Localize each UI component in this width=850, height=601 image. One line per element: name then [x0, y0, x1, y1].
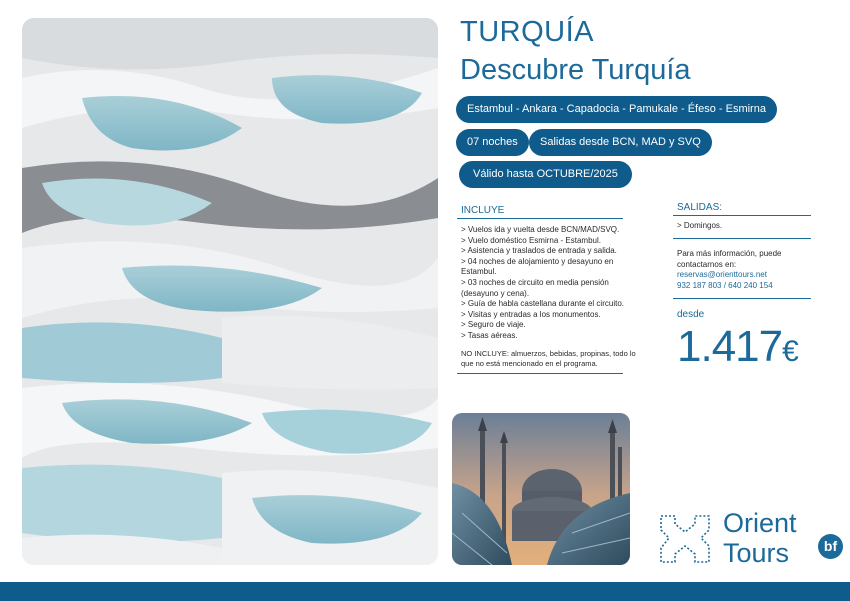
footer-bar	[0, 582, 850, 601]
price-currency: €	[782, 335, 798, 368]
includes-item: > Vuelos ida y vuelta desde BCN/MAD/SVQ.	[461, 225, 620, 234]
includes-item: > Asistencia y traslados de entrada y salida.	[461, 246, 617, 256]
includes-item: > 04 noches de alojamiento y desayuno en Estambul.	[461, 256, 614, 277]
departures-bottom-divider	[673, 238, 811, 239]
contact-info	[677, 249, 817, 291]
logo-text-orient: Orient	[723, 508, 797, 538]
includes-item: > Guía de habla castellana durante el circuito.	[461, 299, 624, 309]
includes-item: > Tasas aéreas.	[461, 330, 518, 340]
includes-heading: INCLUYE	[461, 205, 505, 216]
nights-pill: 07 noches	[456, 129, 529, 156]
departures-day: > Domingos.	[677, 221, 723, 230]
contact-divider	[673, 298, 811, 299]
not-included-note: NO INCLUYE: almuerzos, bebidas, propinas, todo lo que no está mencionado en el programa.	[461, 349, 636, 368]
contact-text: Para más información, puede contactarnos en:	[677, 249, 782, 269]
departures-pill: Salidas desde BCN, MAD y SVQ	[529, 129, 712, 156]
contact-phones: 932 187 803 / 640 240 154	[677, 280, 773, 290]
page-title: TURQUÍA	[460, 16, 594, 48]
departures-divider	[673, 215, 811, 216]
includes-bottom-divider	[457, 373, 623, 374]
mosque-photo	[452, 413, 630, 565]
includes-item: > 03 noches de circuito en media pensión (desayuno y cena).	[461, 277, 609, 298]
includes-item: > Visitas y entradas a los monumentos.	[461, 309, 601, 319]
validity-pill: Válido hasta OCTUBRE/2025	[459, 161, 632, 188]
route-pill: Estambul - Ankara - Capadocia - Pamukale - Éfeso - Esmirna	[456, 96, 777, 123]
bf-badge-icon: bf	[818, 534, 843, 559]
logo-text-tours: Tours	[723, 538, 790, 568]
price-label: desde	[677, 309, 705, 320]
hero-image-pamukkale	[22, 18, 438, 565]
includes-divider	[457, 218, 623, 219]
page-subtitle: Descubre Turquía	[460, 54, 691, 86]
price-value	[677, 322, 798, 372]
logo-mark-icon	[657, 510, 717, 570]
includes-list	[461, 225, 646, 342]
includes-item: > Seguro de viaje.	[461, 320, 526, 330]
contact-email-link[interactable]: reservas@orienttours.net	[677, 270, 767, 279]
price-amount: 1.417	[677, 322, 783, 371]
includes-item: > Vuelo doméstico Esmirna - Estambul.	[461, 235, 601, 245]
departures-heading: SALIDAS:	[677, 202, 723, 213]
